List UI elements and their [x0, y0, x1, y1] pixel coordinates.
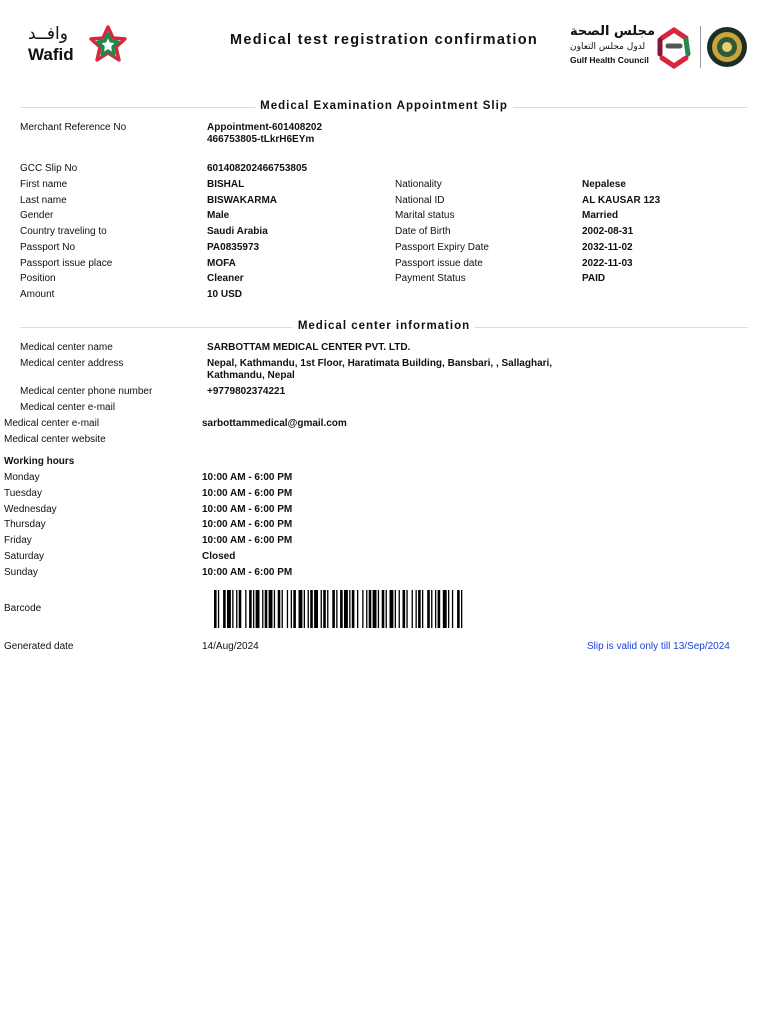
barcode-bar — [443, 590, 447, 628]
field-label: Country traveling to — [20, 226, 107, 238]
medical-center-phone-label: Medical center phone number — [20, 386, 153, 397]
barcode-bar — [287, 590, 288, 628]
medical-center-website-label: Medical center website — [4, 434, 106, 445]
barcode-bar — [448, 590, 449, 628]
field-value: 2032-11-02 — [582, 241, 633, 253]
working-day-label: Saturday — [4, 551, 45, 562]
barcode-bar — [431, 590, 432, 628]
barcode-bar — [323, 590, 326, 628]
field-label: First name — [20, 179, 68, 190]
working-day-label: Friday — [4, 535, 32, 547]
field-value: 10 USD — [207, 288, 243, 300]
barcode-bar — [269, 590, 273, 628]
barcode-bar — [435, 590, 436, 628]
gcc-slip-value: 601408202466753805 — [207, 163, 308, 174]
field-value: MOFA — [207, 257, 236, 269]
barcode-bar — [406, 590, 407, 628]
barcode-bar — [214, 590, 217, 628]
barcode-bar — [373, 590, 377, 628]
barcode-bar — [378, 590, 379, 628]
barcode-bar — [265, 590, 268, 628]
barcode-bar — [308, 590, 309, 628]
barcode-bar — [227, 590, 231, 628]
barcode-bar — [232, 590, 233, 628]
barcode-bar — [386, 590, 387, 628]
appointment-slip-title: Medical Examination Appointment Slip — [255, 100, 513, 112]
barcode-bar — [278, 590, 281, 628]
barcode-bar — [369, 590, 372, 628]
field-label: National ID — [395, 194, 445, 206]
field-value: PA0835973 — [207, 241, 260, 253]
ghc-arabic-line2: لدول مجلس التعاون — [570, 42, 646, 52]
barcode-label: Barcode — [4, 603, 42, 614]
barcode-bar — [416, 590, 417, 628]
medical-center-name-value: SARBOTTAM MEDICAL CENTER PVT. LTD. — [207, 342, 411, 353]
ghc-english: Gulf Health Council — [570, 55, 649, 65]
barcode-bar — [362, 590, 363, 628]
barcode-bar — [327, 590, 328, 628]
field-value: PAID — [582, 273, 606, 285]
barcode-bar — [236, 590, 237, 628]
ghc-arabic-line1: مجلس الصحة — [570, 24, 656, 39]
ghc-emblem-icon — [654, 24, 694, 70]
wafid-logo-text: Wafid — [28, 45, 74, 64]
barcode-bar — [336, 590, 337, 628]
barcode-bar — [291, 590, 292, 628]
barcode-bar — [422, 590, 423, 628]
working-hours-label: Working hours — [4, 456, 75, 467]
working-hours-value: 10:00 AM - 6:00 PM — [202, 535, 293, 547]
medical-center-email-label-2: Medical center e-mail — [4, 418, 100, 429]
gcc-seal-icon — [706, 26, 748, 68]
medical-center-address-label: Medical center address — [20, 358, 124, 369]
working-day-label: Thursday — [4, 519, 46, 531]
barcode-bar — [403, 590, 406, 628]
working-hours-value: 10:00 AM - 6:00 PM — [202, 519, 293, 531]
field-label: Gender — [20, 210, 54, 222]
barcode-bar — [357, 590, 358, 628]
field-value: 2022-11-03 — [582, 257, 633, 269]
working-day-label: Monday — [4, 472, 40, 483]
barcode-bar — [438, 590, 441, 628]
field-label: Passport No — [20, 241, 76, 253]
field-label: Amount — [20, 288, 55, 300]
field-value: Male — [207, 210, 230, 222]
barcode-bar — [390, 590, 394, 628]
barcode-bar — [218, 590, 219, 628]
working-day-label: Wednesday — [4, 503, 57, 515]
medical-center-phone-value: +9779802374221 — [207, 386, 286, 397]
barcode-bar — [274, 590, 275, 628]
field-value: 2002-08-31 — [582, 226, 634, 238]
barcode-bar — [256, 590, 260, 628]
barcode-bar — [366, 590, 367, 628]
barcode-bar — [418, 590, 421, 628]
barcode-bar — [314, 590, 318, 628]
barcode-bar — [321, 590, 322, 628]
page-title: Medical test registration confirmation — [229, 32, 539, 48]
barcode-bar — [299, 590, 303, 628]
field-label: Passport issue place — [20, 257, 113, 269]
barcode-bar — [332, 590, 335, 628]
barcode-bar — [282, 590, 283, 628]
field-value: BISWAKARMA — [207, 194, 277, 206]
field-value: AL KAUSAR 123 — [582, 194, 661, 206]
barcode-bar — [349, 590, 350, 628]
working-hours-value: 10:00 AM - 6:00 PM — [202, 472, 293, 483]
barcode-bar — [239, 590, 242, 628]
barcode-bar — [223, 590, 226, 628]
field-value: Nepalese — [582, 179, 626, 190]
field-label: Passport Expiry Date — [395, 241, 489, 253]
barcode-bar — [310, 590, 313, 628]
generated-date-label: Generated date — [4, 641, 74, 652]
medical-center-email-label: Medical center e-mail — [20, 402, 116, 413]
slip-validity-note: Slip is valid only till 13/Sep/2024 — [587, 641, 730, 652]
medical-center-address-value: Nepal, Kathmandu, 1st Floor, Haratimata Building, Bansbari, , Sallaghari, Kathmandu, Nepal — [207, 358, 553, 381]
barcode-bar — [457, 590, 460, 628]
field-label: Position — [20, 273, 56, 285]
barcode-bar — [452, 590, 453, 628]
generated-date-value: 14/Aug/2024 — [202, 641, 259, 652]
field-label: Last name — [20, 194, 67, 206]
barcode-bar — [293, 590, 296, 628]
barcode-bar — [262, 590, 263, 628]
medical-center-section-header — [20, 320, 748, 334]
field-label: Passport issue date — [395, 257, 483, 269]
merchant-reference-value: Appointment-601408202466753805-tLkrH6EYm — [207, 122, 323, 145]
merchant-reference-label: Merchant Reference No — [20, 122, 127, 133]
barcode-image — [214, 590, 620, 628]
medical-center-name-label: Medical center name — [20, 342, 113, 353]
barcode-bar — [352, 590, 355, 628]
working-hours-value: 10:00 AM - 6:00 PM — [202, 503, 293, 515]
header-divider — [700, 26, 701, 68]
barcode-bar — [304, 590, 305, 628]
wafid-logo-arabic: وافــد — [28, 24, 68, 44]
barcode-bar — [395, 590, 396, 628]
barcode-bar — [399, 590, 400, 628]
gulf-health-council-logo — [570, 22, 752, 72]
field-value: Married — [582, 210, 619, 222]
working-hours-value: 10:00 AM - 6:00 PM — [202, 487, 293, 499]
field-label: Nationality — [395, 179, 442, 190]
field-label: Marital status — [395, 210, 455, 222]
barcode-bar — [412, 590, 413, 628]
working-hours-value: Closed — [202, 551, 236, 562]
field-value: Saudi Arabia — [207, 226, 268, 238]
working-day-label: Sunday — [4, 566, 38, 578]
barcode-bar — [249, 590, 252, 628]
gcc-slip-label: GCC Slip No — [20, 163, 78, 174]
field-value: BISHAL — [207, 179, 245, 190]
working-hours-value: 10:00 AM - 6:00 PM — [202, 566, 293, 578]
barcode-bar — [245, 590, 246, 628]
field-label: Payment Status — [395, 273, 466, 285]
medical-center-email-value[interactable]: sarbottammedical@gmail.com — [202, 418, 347, 429]
barcode-bar — [382, 590, 385, 628]
barcode-bar — [461, 590, 462, 628]
working-day-label: Tuesday — [4, 487, 42, 499]
appointment-slip-section-header — [20, 100, 748, 114]
barcode-bar — [344, 590, 348, 628]
barcode-bar — [427, 590, 430, 628]
barcode-bar — [340, 590, 343, 628]
field-label: Date of Birth — [395, 226, 451, 238]
barcode-bar — [253, 590, 254, 628]
field-value: Cleaner — [207, 273, 244, 285]
medical-center-title: Medical center information — [293, 320, 475, 332]
